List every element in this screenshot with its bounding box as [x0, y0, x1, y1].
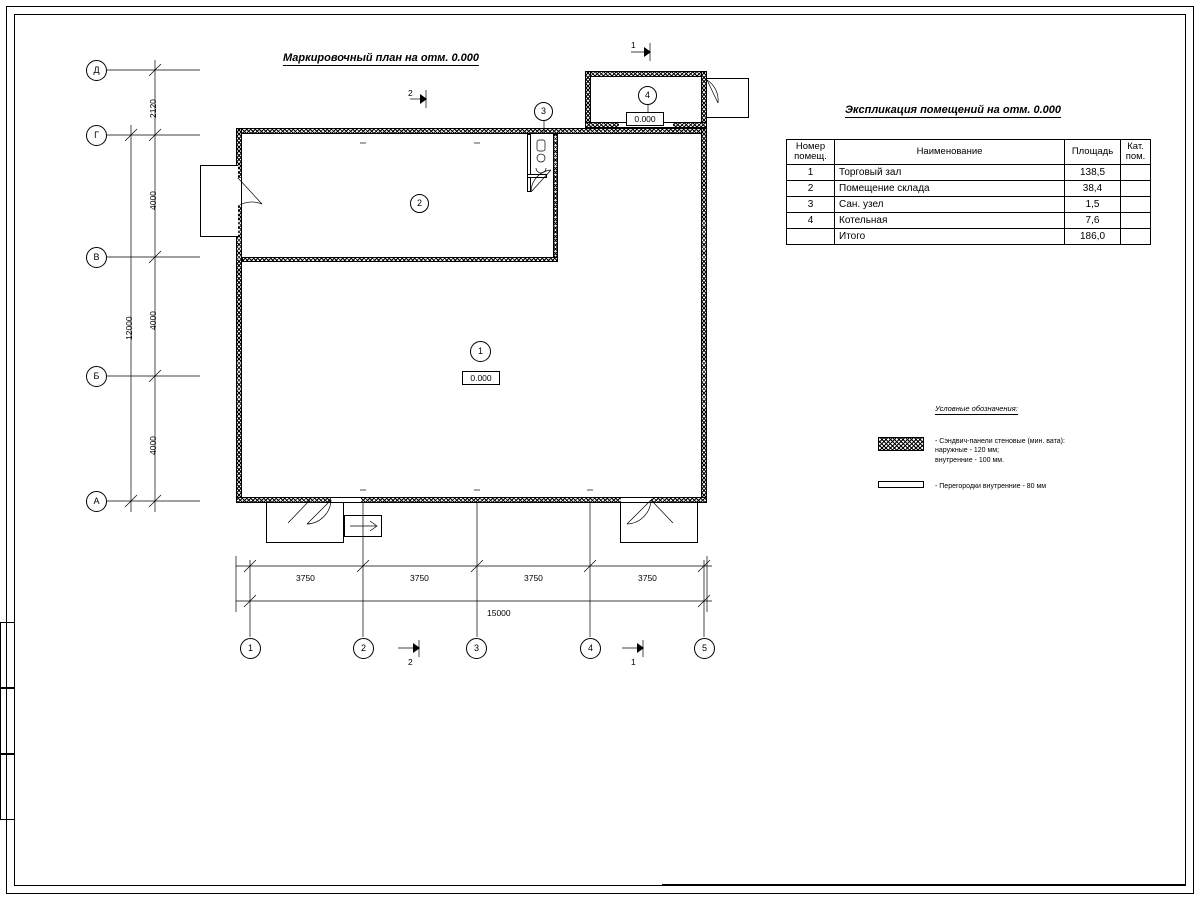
- section-mark-1-top: 1: [631, 40, 636, 50]
- axis-bubble-5: 5: [694, 638, 715, 659]
- cell-category: [1121, 212, 1151, 228]
- cell-category: [1121, 164, 1151, 180]
- dim-vertical-4000-2: 4000: [148, 311, 158, 330]
- plan-title: Маркировочный план на отм. 0.000: [283, 52, 479, 64]
- cell-name: Сан. узел: [835, 196, 1065, 212]
- elevation-boiler: 0.000: [626, 112, 664, 126]
- table-header-category-line2: пом.: [1125, 150, 1146, 162]
- table-row: [787, 180, 1151, 196]
- axis-bubble-2: 2: [353, 638, 374, 659]
- table-header-category-line1: Кат.: [1127, 141, 1144, 152]
- table-row: [787, 212, 1151, 228]
- cell-area: 38,4: [1065, 180, 1121, 196]
- cell-number: 4: [787, 212, 835, 228]
- dim-horizontal-3750-3: 3750: [524, 573, 543, 583]
- table-header-number-line1: Номер: [795, 141, 826, 152]
- axis-bubble-3: 3: [466, 638, 487, 659]
- legend-swatch-partition: [878, 481, 924, 488]
- section-mark-2-bottom: 2: [408, 657, 413, 667]
- legend-line-1: - Перегородки внутренние - 80 мм: [935, 483, 1047, 490]
- dim-horizontal-15000: 15000: [487, 608, 511, 618]
- wall-main-top: [236, 128, 707, 134]
- dim-vertical-12000: 12000: [124, 316, 134, 340]
- axis-bubble-4: 4: [580, 638, 601, 659]
- section-mark-1-bottom: 1: [631, 657, 636, 667]
- title-block-stub-3: [0, 754, 15, 820]
- room-tag-4: 4: [638, 86, 657, 105]
- cell-category: [1121, 180, 1151, 196]
- title-block-stub-2: [0, 688, 15, 754]
- legend-swatch-sandwich-panel: [878, 437, 924, 451]
- dim-horizontal-3750-1: 3750: [296, 573, 315, 583]
- porch-left: [266, 503, 344, 543]
- axis-bubble-G: Г: [86, 125, 107, 146]
- axis-bubble-V: В: [86, 247, 107, 268]
- table-header-number: [787, 140, 835, 165]
- dim-vertical-4000-3: 4000: [148, 436, 158, 455]
- opening-entrance-left: [331, 498, 361, 502]
- room-schedule-table: [786, 139, 1151, 245]
- room-tag-3: 3: [534, 102, 553, 121]
- cell-area: 7,6: [1065, 212, 1121, 228]
- cell-number: [787, 228, 835, 244]
- cell-area: 138,5: [1065, 164, 1121, 180]
- partition-wc-left: [527, 134, 531, 192]
- axis-bubble-B: Б: [86, 366, 107, 387]
- cell-name: Помещение склада: [835, 180, 1065, 196]
- axis-bubble-D: Д: [86, 60, 107, 81]
- axis-bubble-A: А: [86, 491, 107, 512]
- cell-name: Торговый зал: [835, 164, 1065, 180]
- cell-number: 3: [787, 196, 835, 212]
- room-tag-2: 2: [410, 194, 429, 213]
- cell-number: 2: [787, 180, 835, 196]
- wall-main-right: [701, 128, 707, 503]
- room-tag-1: 1: [470, 341, 491, 362]
- legend-entry-sandwich-panel: [935, 437, 1065, 465]
- table-header-category: [1121, 140, 1151, 165]
- elevation-main: 0.000: [462, 371, 500, 385]
- table-header-area: Площадь: [1065, 140, 1121, 165]
- wall-storage-bottom: [242, 257, 558, 262]
- legend-line-2: наружные - 120 мм;: [935, 447, 1000, 455]
- title-block-stub-1: [0, 622, 15, 688]
- table-row-total: [787, 228, 1151, 244]
- opening-entrance-right: [621, 498, 651, 502]
- cell-name: Котельная: [835, 212, 1065, 228]
- axis-bubble-1: 1: [240, 638, 261, 659]
- exploded-table-title: Экспликация помещений на отм. 0.000: [845, 104, 1061, 116]
- dim-vertical-4000-1: 4000: [148, 191, 158, 210]
- table-row: [787, 164, 1151, 180]
- cell-area: 1,5: [1065, 196, 1121, 212]
- cell-category: [1121, 196, 1151, 212]
- cell-category: [1121, 228, 1151, 244]
- cell-name: Итого: [835, 228, 1065, 244]
- cell-number: 1: [787, 164, 835, 180]
- porch-right: [620, 503, 698, 543]
- legend-line-1: - Сэндвич-панели стеновые (мин. вата):: [935, 438, 1065, 445]
- table-header-name: Наименование: [835, 140, 1065, 165]
- dim-vertical-2120: 2120: [148, 99, 158, 118]
- wall-boiler-left: [585, 71, 591, 128]
- dim-horizontal-3750-4: 3750: [638, 573, 657, 583]
- wall-storage-right: [553, 134, 558, 262]
- legend-title: Условные обозначения:: [935, 404, 1018, 413]
- legend-line-3: внутренние - 100 мм.: [935, 456, 1005, 464]
- cell-area: 186,0: [1065, 228, 1121, 244]
- legend-entry-partition: [935, 482, 1046, 491]
- table-header-row: [787, 140, 1151, 165]
- vestibule-left: [200, 165, 238, 237]
- table-row: [787, 196, 1151, 212]
- partition-wc-bottom: [527, 174, 547, 178]
- table-header-number-line2: помещ.: [794, 150, 827, 162]
- exit-direction-box: [344, 515, 382, 537]
- section-mark-2-top: 2: [408, 88, 413, 98]
- wall-boiler-top: [585, 71, 707, 77]
- dim-horizontal-3750-2: 3750: [410, 573, 429, 583]
- door-vestibule-boiler: [707, 78, 749, 118]
- title-block-divider: [662, 884, 1186, 885]
